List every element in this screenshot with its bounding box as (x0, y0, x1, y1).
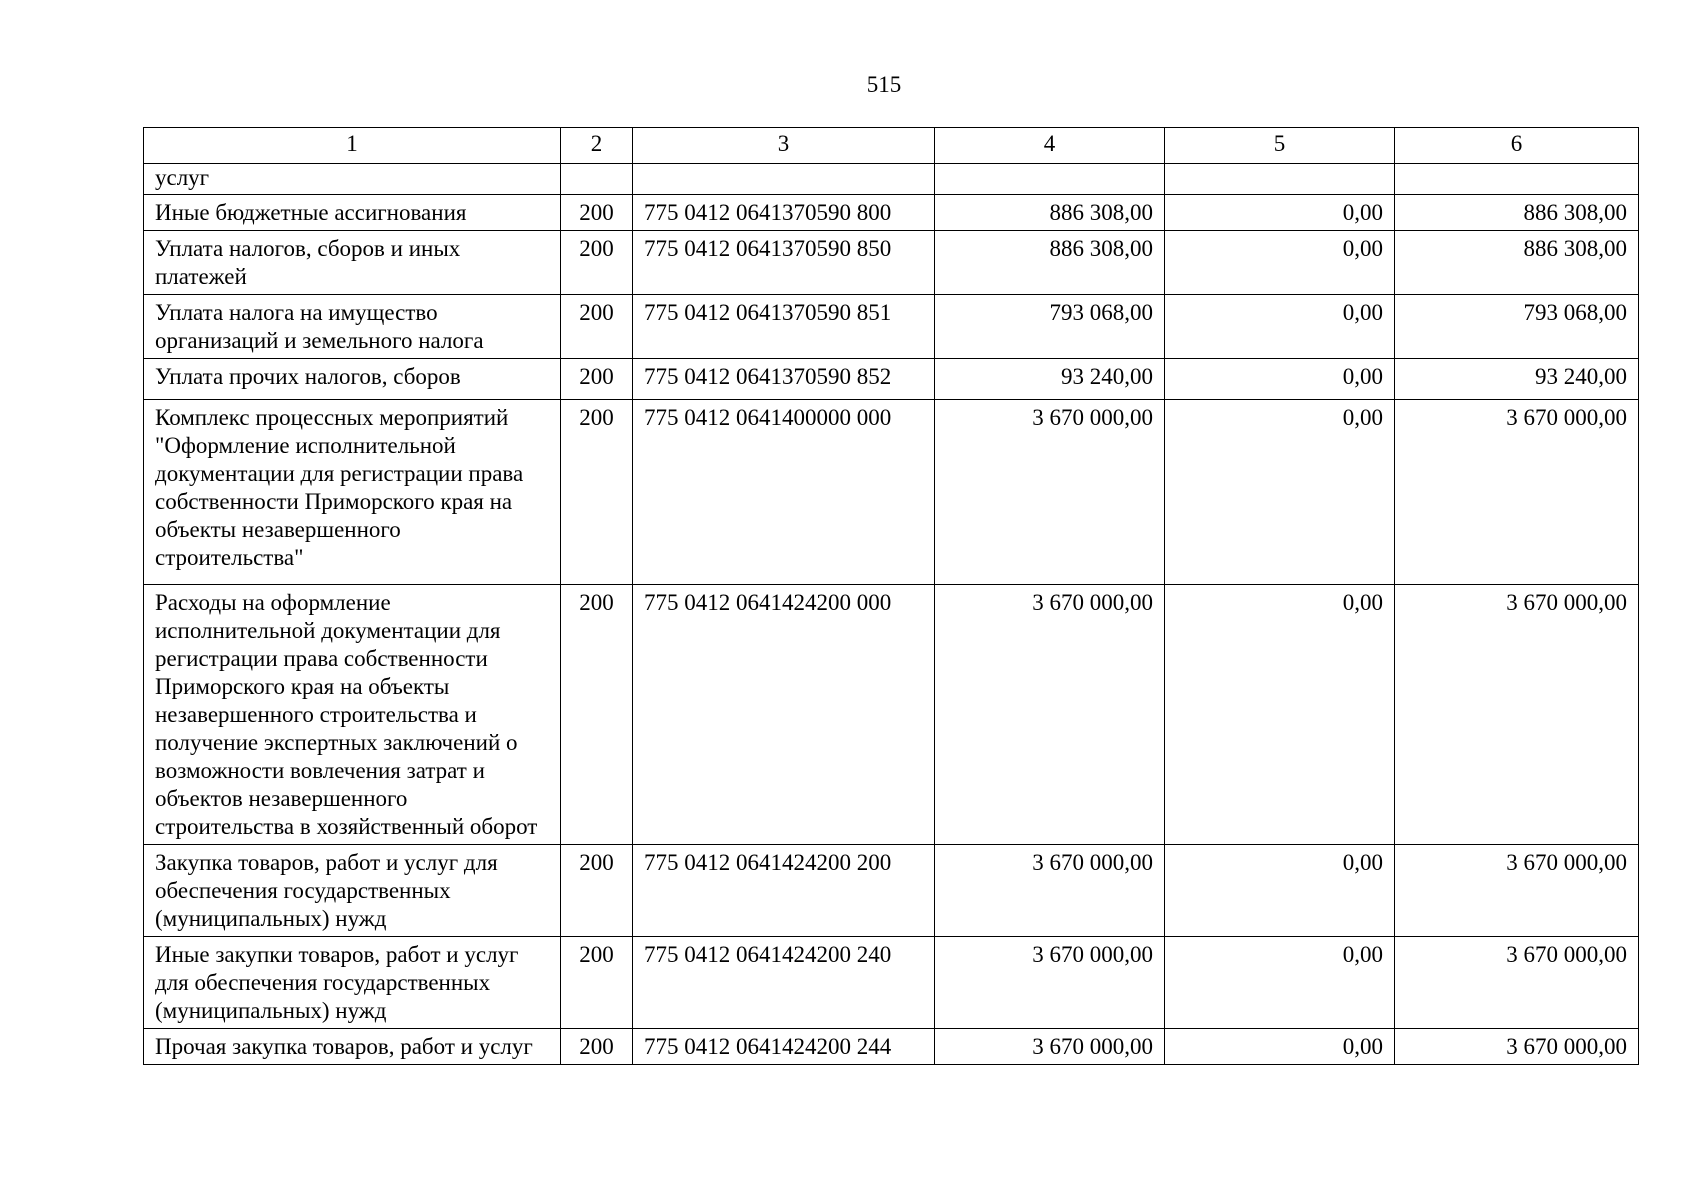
row-value-6: 793 068,00 (1395, 295, 1639, 359)
table-row (144, 845, 1639, 937)
row-value-6 (1395, 164, 1639, 195)
row-code: 775 0412 0641370590 851 (633, 295, 935, 359)
row-value-6: 3 670 000,00 (1395, 845, 1639, 937)
row-code: 775 0412 0641370590 850 (633, 231, 935, 295)
column-header: 1 (144, 128, 561, 164)
row-value-6: 886 308,00 (1395, 195, 1639, 231)
table-row (144, 231, 1639, 295)
row-name: Уплата налогов, сборов и иных платежей (144, 231, 561, 295)
row-value-5: 0,00 (1165, 400, 1395, 585)
row-value-6: 886 308,00 (1395, 231, 1639, 295)
column-header: 6 (1395, 128, 1639, 164)
row-col-2: 200 (561, 845, 633, 937)
table-row (144, 164, 1639, 195)
row-value-4: 3 670 000,00 (935, 845, 1165, 937)
row-value-4: 3 670 000,00 (935, 937, 1165, 1029)
row-value-6: 93 240,00 (1395, 359, 1639, 400)
row-col-2 (561, 164, 633, 195)
row-code: 775 0412 0641370590 852 (633, 359, 935, 400)
column-header: 3 (633, 128, 935, 164)
table-row (144, 937, 1639, 1029)
row-value-4: 886 308,00 (935, 195, 1165, 231)
row-value-4: 793 068,00 (935, 295, 1165, 359)
table-row (144, 195, 1639, 231)
table-row (144, 359, 1639, 400)
row-value-5: 0,00 (1165, 359, 1395, 400)
row-code: 775 0412 0641424200 244 (633, 1029, 935, 1065)
row-col-2: 200 (561, 937, 633, 1029)
row-value-5 (1165, 164, 1395, 195)
row-value-6: 3 670 000,00 (1395, 400, 1639, 585)
row-col-2: 200 (561, 400, 633, 585)
column-header: 4 (935, 128, 1165, 164)
row-value-6: 3 670 000,00 (1395, 1029, 1639, 1065)
row-value-6: 3 670 000,00 (1395, 937, 1639, 1029)
column-header: 2 (561, 128, 633, 164)
row-code: 775 0412 0641370590 800 (633, 195, 935, 231)
row-value-4 (935, 164, 1165, 195)
row-name: Комплекс процессных мероприятий "Оформление исполнительной документации для регистрации права собственности Приморского края на объекты незавершенного строительства" (144, 400, 561, 585)
row-value-4: 886 308,00 (935, 231, 1165, 295)
row-value-4: 3 670 000,00 (935, 1029, 1165, 1065)
row-col-2: 200 (561, 1029, 633, 1065)
page-number: 515 (866, 72, 902, 97)
row-value-5: 0,00 (1165, 231, 1395, 295)
table-row (144, 400, 1639, 585)
row-value-5: 0,00 (1165, 295, 1395, 359)
row-code: 775 0412 0641400000 000 (633, 400, 935, 585)
row-name: Иные закупки товаров, работ и услуг для обеспечения государственных (муниципальных) нужд (144, 937, 561, 1029)
column-header: 5 (1165, 128, 1395, 164)
row-col-2: 200 (561, 359, 633, 400)
row-code (633, 164, 935, 195)
row-value-4: 93 240,00 (935, 359, 1165, 400)
row-value-5: 0,00 (1165, 585, 1395, 845)
row-name: Уплата налога на имущество организаций и земельного налога (144, 295, 561, 359)
row-value-5: 0,00 (1165, 937, 1395, 1029)
table-row (144, 295, 1639, 359)
row-value-6: 3 670 000,00 (1395, 585, 1639, 845)
budget-table (143, 127, 1639, 1065)
row-name: услуг (144, 164, 561, 195)
row-value-5: 0,00 (1165, 1029, 1395, 1065)
row-value-4: 3 670 000,00 (935, 585, 1165, 845)
row-value-5: 0,00 (1165, 845, 1395, 937)
row-code: 775 0412 0641424200 200 (633, 845, 935, 937)
row-name: Закупка товаров, работ и услуг для обеспечения государственных (муниципальных) нужд (144, 845, 561, 937)
table-row (144, 1029, 1639, 1065)
row-name: Иные бюджетные ассигнования (144, 195, 561, 231)
row-value-4: 3 670 000,00 (935, 400, 1165, 585)
table-row (144, 585, 1639, 845)
row-col-2: 200 (561, 295, 633, 359)
row-name: Расходы на оформление исполнительной документации для регистрации права собственности Приморского края на объекты незавершенного строительства и получение экспертных заключений о возможности вовлечения затрат и объектов незавершенного строительства в хозяйственный оборот (144, 585, 561, 845)
row-value-5: 0,00 (1165, 195, 1395, 231)
row-name: Уплата прочих налогов, сборов (144, 359, 561, 400)
row-code: 775 0412 0641424200 000 (633, 585, 935, 845)
row-col-2: 200 (561, 231, 633, 295)
table-header-row (144, 128, 1639, 164)
row-code: 775 0412 0641424200 240 (633, 937, 935, 1029)
row-name: Прочая закупка товаров, работ и услуг (144, 1029, 561, 1065)
row-col-2: 200 (561, 195, 633, 231)
row-col-2: 200 (561, 585, 633, 845)
